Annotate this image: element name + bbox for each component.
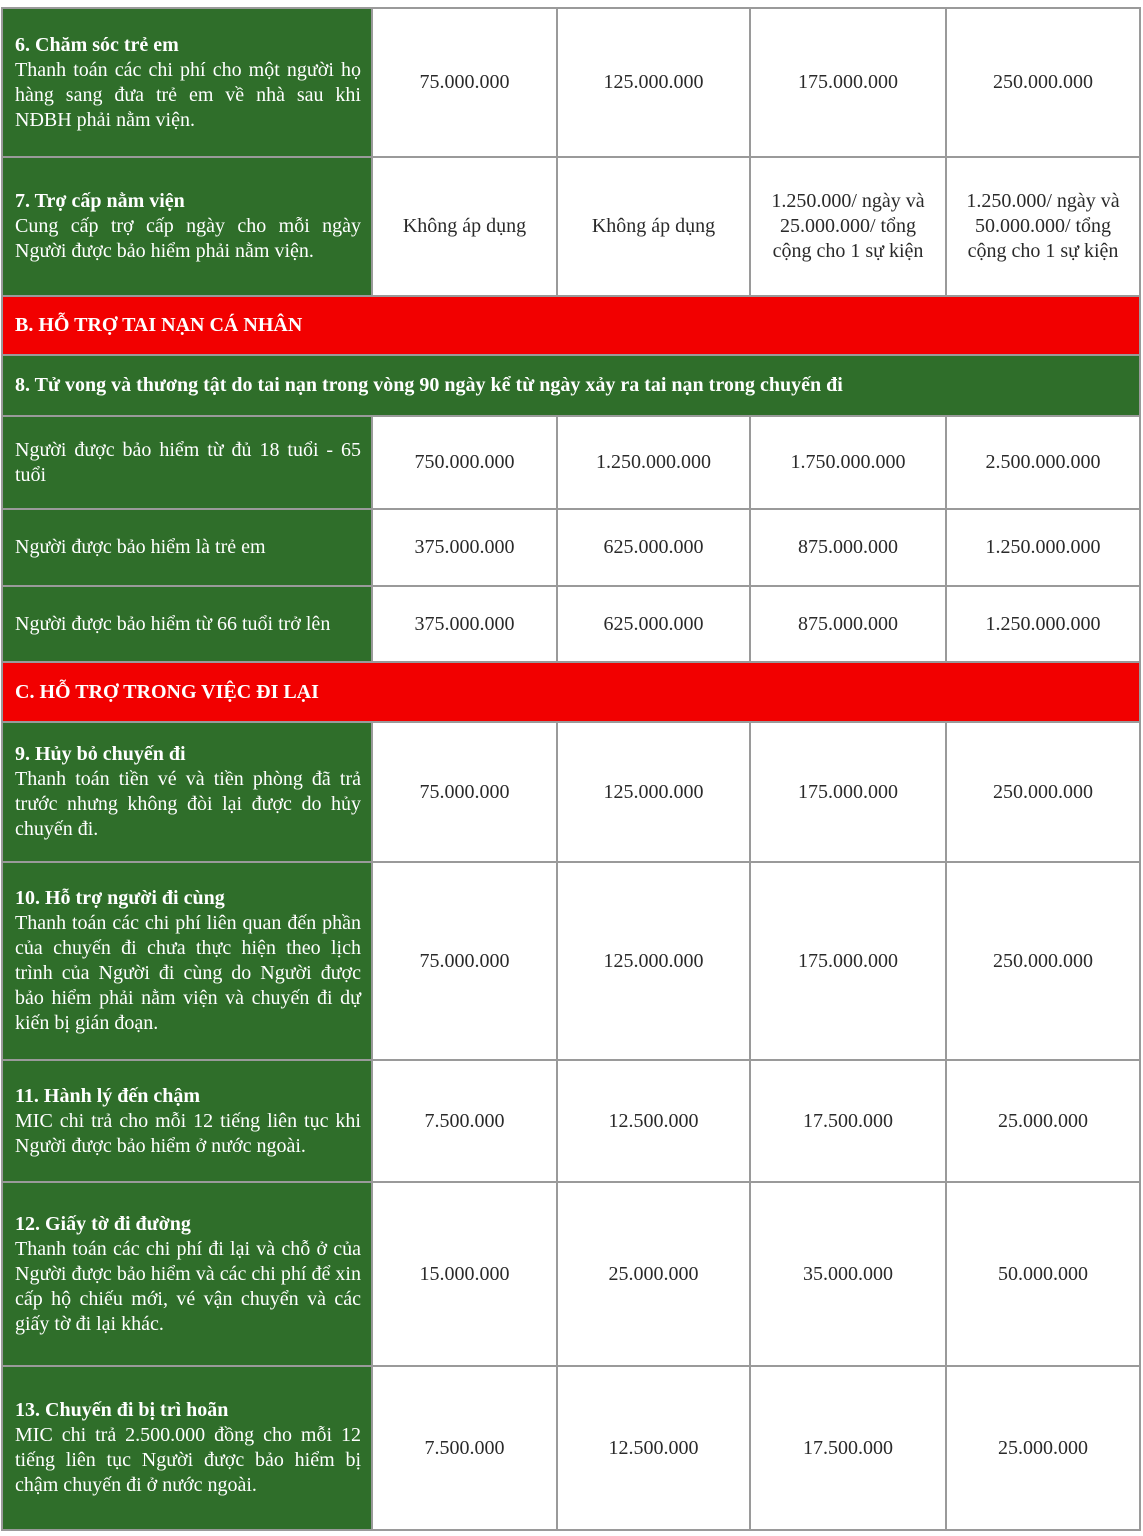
insured-group-cell — [1, 510, 373, 587]
value-cell-plan-2: 125.000.000 — [558, 9, 751, 158]
benefit-title: 7. Trợ cấp nằm viện — [15, 190, 185, 212]
value-cell-plan-3: 175.000.000 — [751, 9, 947, 158]
insured-group-label: Người được bảo hiểm từ đủ 18 tuổi - 65 tuổi — [15, 438, 361, 486]
table-row-8b — [1, 510, 1141, 587]
value-cell-plan-3: 1.750.000.000 — [751, 417, 947, 510]
benefit-description-cell — [1, 1183, 373, 1367]
table-row-8a — [1, 417, 1141, 510]
value-cell-plan-3: 875.000.000 — [751, 587, 947, 663]
section-header-b: B. HỖ TRỢ TAI NẠN CÁ NHÂN — [1, 297, 1141, 356]
benefit-description-cell — [1, 9, 373, 158]
benefits-table-frame — [1, 7, 1141, 1531]
benefit-desc: MIC chi trả cho mỗi 12 tiếng liên tục khi Người được bảo hiểm ở nước ngoài. — [15, 1109, 361, 1157]
value-cell-plan-3: 175.000.000 — [751, 723, 947, 863]
benefit-description-cell — [1, 1061, 373, 1183]
value-cell-plan-2: 1.250.000.000 — [558, 417, 751, 510]
value-cell-plan-1: 375.000.000 — [373, 510, 558, 587]
table-row-13 — [1, 1367, 1141, 1531]
benefit-title: 11. Hành lý đến chậm — [15, 1084, 201, 1107]
value-cell-plan-3: 875.000.000 — [751, 510, 947, 587]
table-row-10 — [1, 863, 1141, 1061]
value-cell-plan-1: 750.000.000 — [373, 417, 558, 510]
value-cell-plan-1: 15.000.000 — [373, 1183, 558, 1367]
benefit-title: 12. Giấy tờ đi đường — [15, 1212, 191, 1235]
value-cell-plan-2: 25.000.000 — [558, 1183, 751, 1367]
value-cell-plan-2: 625.000.000 — [558, 587, 751, 663]
table-row-6 — [1, 9, 1141, 158]
value-cell-plan-4: 250.000.000 — [947, 9, 1141, 158]
value-cell-plan-4: 250.000.000 — [947, 863, 1141, 1061]
value-cell-plan-3: 35.000.000 — [751, 1183, 947, 1367]
table-row-7 — [1, 158, 1141, 297]
table-row-11 — [1, 1061, 1141, 1183]
value-cell-plan-1: Không áp dụng — [373, 158, 558, 297]
value-cell-plan-4: 50.000.000 — [947, 1183, 1141, 1367]
value-cell-plan-4: 25.000.000 — [947, 1061, 1141, 1183]
benefit-desc: MIC chi trả 2.500.000 đồng cho mỗi 12 tiếng liên tục Người được bảo hiểm bị chậm chuyến đi ở nước ngoài. — [15, 1424, 361, 1496]
table-row-9 — [1, 723, 1141, 863]
value-cell-plan-1: 75.000.000 — [373, 9, 558, 158]
benefit-title: 6. Chăm sóc trẻ em — [15, 33, 179, 56]
benefit-description-cell — [1, 158, 373, 297]
benefit-description-cell — [1, 863, 373, 1061]
benefit-title: 9. Hủy bỏ chuyến đi — [15, 743, 186, 765]
value-cell-plan-2: 625.000.000 — [558, 510, 751, 587]
value-cell-plan-3: 175.000.000 — [751, 863, 947, 1061]
value-cell-plan-2: 125.000.000 — [558, 863, 751, 1061]
value-cell-plan-4: 1.250.000/ ngày và 50.000.000/ tổng cộng cho 1 sự kiện — [947, 158, 1141, 297]
benefit-title: 10. Hỗ trợ người đi cùng — [15, 887, 225, 909]
benefit-description-cell — [1, 1367, 373, 1531]
benefit-desc: Thanh toán các chi phí cho một người họ hàng sang đưa trẻ em về nhà sau khi NĐBH phải nằm viện. — [15, 58, 361, 131]
benefit-desc: Thanh toán tiền vé và tiền phòng đã trả trước nhưng không đòi lại được do hủy chuyến đi. — [15, 768, 361, 840]
value-cell-plan-2: 12.500.000 — [558, 1061, 751, 1183]
value-cell-plan-2: Không áp dụng — [558, 158, 751, 297]
value-cell-plan-1: 7.500.000 — [373, 1061, 558, 1183]
value-cell-plan-1: 75.000.000 — [373, 863, 558, 1061]
value-cell-plan-3: 17.500.000 — [751, 1367, 947, 1531]
value-cell-plan-1: 75.000.000 — [373, 723, 558, 863]
value-cell-plan-3: 17.500.000 — [751, 1061, 947, 1183]
insured-group-label: Người được bảo hiểm từ 66 tuổi trở lên — [15, 612, 331, 635]
value-cell-plan-1: 7.500.000 — [373, 1367, 558, 1531]
value-cell-plan-2: 125.000.000 — [558, 723, 751, 863]
value-cell-plan-4: 1.250.000.000 — [947, 587, 1141, 663]
benefit-title: 13. Chuyến đi bị trì hoãn — [15, 1399, 229, 1421]
value-cell-plan-1: 375.000.000 — [373, 587, 558, 663]
value-cell-plan-3: 1.250.000/ ngày và 25.000.000/ tổng cộng cho 1 sự kiện — [751, 158, 947, 297]
subsection-header-8: 8. Tử vong và thương tật do tai nạn trong vòng 90 ngày kể từ ngày xảy ra tai nạn trong chuyến đi — [1, 356, 1141, 417]
insured-group-cell — [1, 417, 373, 510]
value-cell-plan-4: 250.000.000 — [947, 723, 1141, 863]
table-row-8c — [1, 587, 1141, 663]
benefit-desc: Thanh toán các chi phí liên quan đến phần của chuyến đi chưa thực hiện theo lịch trình của Người đi cùng do Người được bảo hiểm phải nằm viện và chuyến đi dự kiến bị gián đoạn. — [15, 912, 361, 1034]
benefits-table — [1, 7, 1141, 1531]
benefit-description-cell — [1, 723, 373, 863]
value-cell-plan-4: 25.000.000 — [947, 1367, 1141, 1531]
table-row-12 — [1, 1183, 1141, 1367]
benefit-desc: Cung cấp trợ cấp ngày cho mỗi ngày Người được bảo hiểm phải nằm viện. — [15, 215, 361, 262]
value-cell-plan-2: 12.500.000 — [558, 1367, 751, 1531]
benefit-desc: Thanh toán các chi phí đi lại và chỗ ở của Người được bảo hiểm và các chi phí để xin cấp hộ chiếu mới, vé vận chuyển và các giấy tờ đi lại khác. — [15, 1237, 361, 1335]
section-header-c: C. HỖ TRỢ TRONG VIỆC ĐI LẠI — [1, 663, 1141, 723]
value-cell-plan-4: 2.500.000.000 — [947, 417, 1141, 510]
value-cell-plan-4: 1.250.000.000 — [947, 510, 1141, 587]
insured-group-cell — [1, 587, 373, 663]
insured-group-label: Người được bảo hiểm là trẻ em — [15, 536, 266, 558]
